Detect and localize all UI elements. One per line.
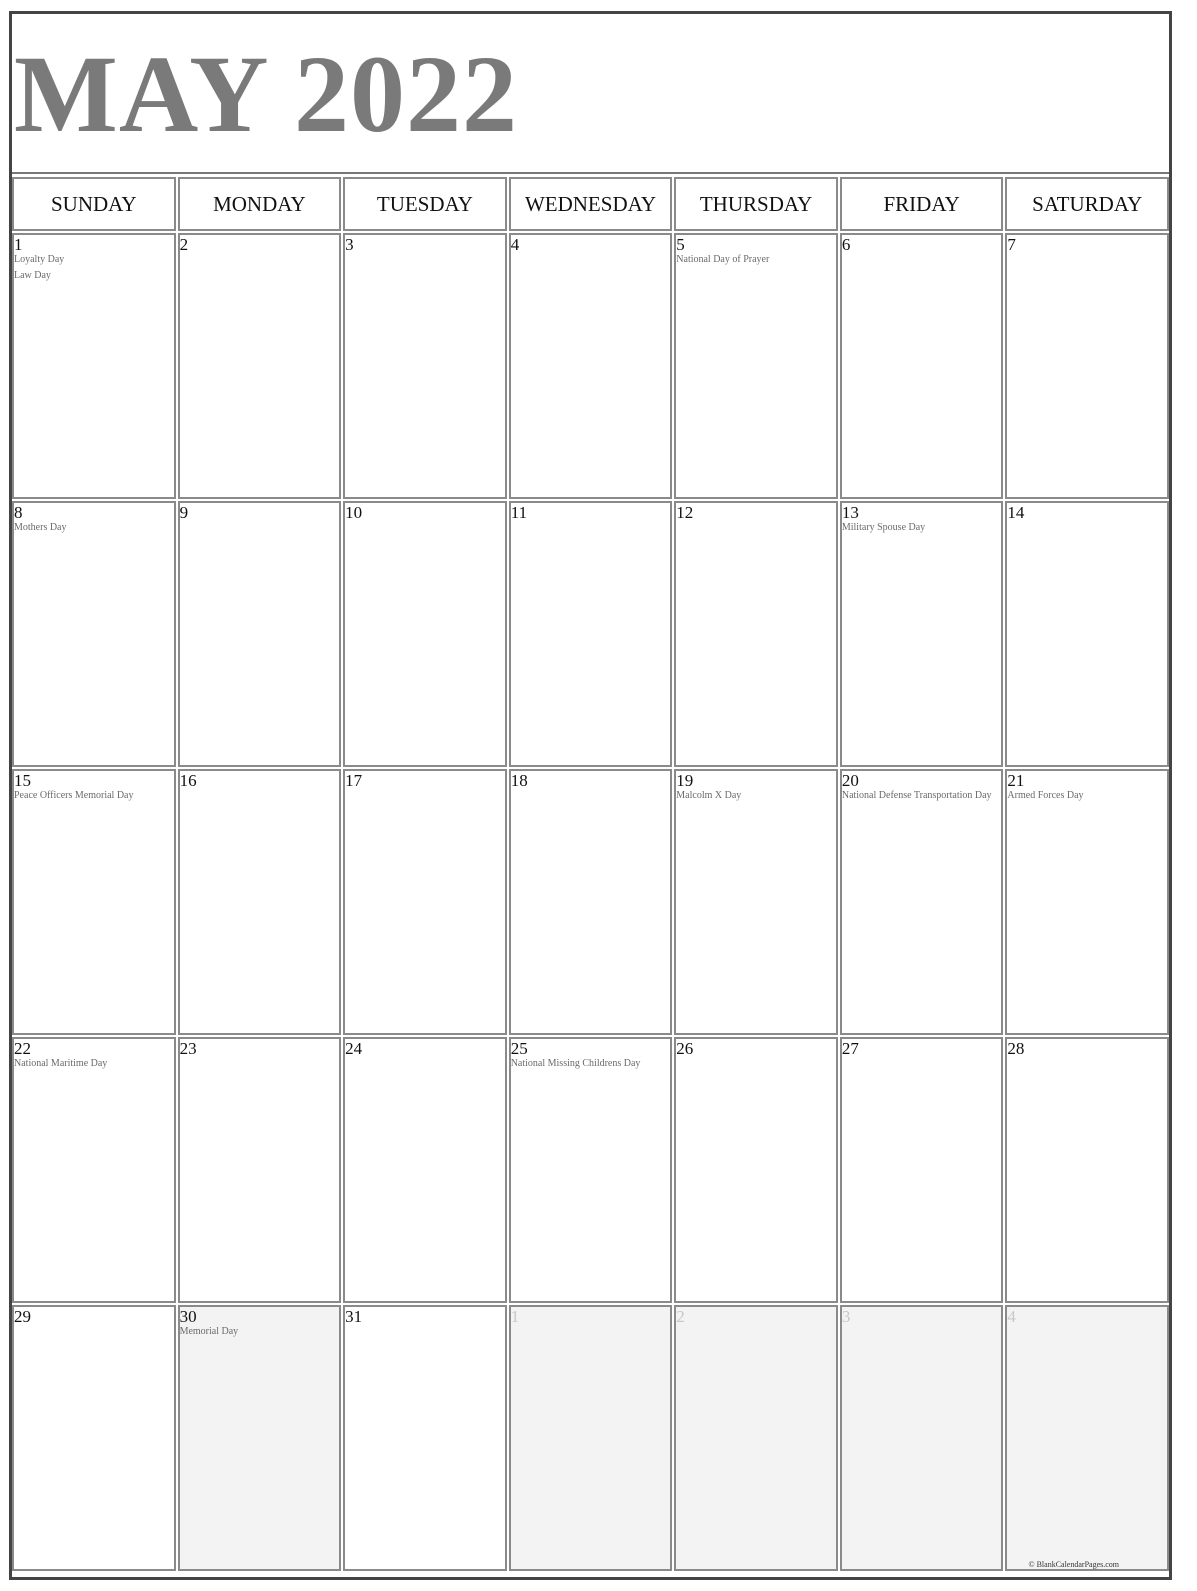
day-cell[interactable] <box>1005 1037 1169 1303</box>
day-cell[interactable] <box>509 1037 673 1303</box>
day-events <box>180 1327 338 1343</box>
day-cell[interactable] <box>509 501 673 767</box>
day-cell[interactable] <box>674 1037 838 1303</box>
day-number: 22 <box>14 1039 31 1058</box>
day-number: 11 <box>510 503 528 522</box>
day-events <box>676 255 834 271</box>
day-number: 28 <box>1007 1039 1025 1058</box>
day-cell[interactable] <box>840 233 1004 499</box>
day-cell[interactable] <box>12 1305 176 1571</box>
day-number: 3 <box>841 1307 851 1326</box>
day-number: 10 <box>345 503 363 522</box>
day-events <box>842 791 1000 807</box>
holiday-label: Loyalty Day <box>14 254 65 265</box>
day-events <box>842 523 1000 539</box>
day-number: 19 <box>676 771 694 790</box>
day-number: 20 <box>841 771 859 790</box>
day-events <box>676 791 834 807</box>
day-cell[interactable] <box>840 1037 1004 1303</box>
holiday-label: National Missing Childrens Day <box>510 1058 641 1069</box>
weekday-header-saturday: SATURDAY <box>1005 177 1169 231</box>
day-cell[interactable] <box>674 501 838 767</box>
day-number: 27 <box>841 1039 859 1058</box>
day-cell[interactable] <box>178 233 342 499</box>
day-number: 3 <box>345 235 354 254</box>
day-cell[interactable] <box>674 769 838 1035</box>
day-cell[interactable] <box>674 233 838 499</box>
outside-day-cell[interactable] <box>674 1305 838 1571</box>
holiday-label: Peace Officers Memorial Day <box>14 790 134 801</box>
calendar-page <box>9 11 1172 1580</box>
day-number: 26 <box>676 1039 694 1058</box>
outside-day-cell[interactable] <box>840 1305 1004 1571</box>
day-cell[interactable] <box>178 769 342 1035</box>
holiday-label: Memorial Day <box>179 1326 239 1337</box>
day-events <box>14 255 172 287</box>
holiday-label: Mothers Day <box>14 522 67 533</box>
day-number: 2 <box>179 235 189 254</box>
holiday-label: Military Spouse Day <box>841 522 926 533</box>
day-number: 9 <box>179 503 189 522</box>
weekday-header-monday: MONDAY <box>178 177 342 231</box>
day-cell[interactable] <box>343 1305 507 1571</box>
day-number: 5 <box>676 235 685 254</box>
day-number: 12 <box>676 503 694 522</box>
day-cell[interactable] <box>1005 769 1169 1035</box>
day-number: 2 <box>676 1307 685 1326</box>
day-cell[interactable] <box>840 769 1004 1035</box>
day-cell[interactable] <box>12 769 176 1035</box>
day-number: 17 <box>345 771 363 790</box>
day-cell[interactable] <box>12 1037 176 1303</box>
day-cell[interactable] <box>343 233 507 499</box>
holiday-label: National Day of Prayer <box>676 254 770 265</box>
day-cell[interactable] <box>12 233 176 499</box>
day-number: 4 <box>1007 1307 1016 1326</box>
holiday-label: Law Day <box>14 270 51 281</box>
weekday-header-tuesday: TUESDAY <box>343 177 507 231</box>
day-number: 24 <box>345 1039 363 1058</box>
weekday-header-row <box>12 177 1169 231</box>
weekday-header-friday: FRIDAY <box>840 177 1004 231</box>
day-number: 29 <box>14 1307 31 1326</box>
day-events <box>511 1059 669 1075</box>
day-events <box>1007 791 1165 807</box>
outside-day-cell[interactable] <box>1005 1305 1169 1571</box>
day-cell[interactable] <box>343 501 507 767</box>
day-cell[interactable] <box>343 769 507 1035</box>
day-number: 18 <box>510 771 528 790</box>
day-events <box>14 523 172 539</box>
day-number: 14 <box>1007 503 1025 522</box>
copyright-footer: © BlankCalendarPages.com <box>1028 1560 1119 1569</box>
day-cell[interactable] <box>1005 501 1169 767</box>
day-cell[interactable] <box>1005 233 1169 499</box>
weekday-header-wednesday: WEDNESDAY <box>509 177 673 231</box>
calendar-title: MAY 2022 <box>14 33 519 155</box>
day-number: 25 <box>510 1039 528 1058</box>
day-cell[interactable] <box>343 1037 507 1303</box>
holiday-label: Armed Forces Day <box>1007 790 1084 801</box>
day-number: 30 <box>179 1307 197 1326</box>
day-cell[interactable] <box>509 769 673 1035</box>
weekday-header-thursday: THURSDAY <box>674 177 838 231</box>
day-number: 1 <box>14 235 23 254</box>
day-events <box>14 1059 172 1075</box>
day-number: 31 <box>345 1307 363 1326</box>
calendar-grid <box>12 177 1169 1577</box>
day-number: 15 <box>14 771 31 790</box>
day-number: 6 <box>841 235 851 254</box>
day-cell[interactable] <box>178 501 342 767</box>
holiday-label: Malcolm X Day <box>676 790 742 801</box>
day-number: 23 <box>179 1039 197 1058</box>
holiday-label: National Maritime Day <box>14 1058 108 1069</box>
holiday-label: National Defense Transportation Day <box>841 790 992 801</box>
day-cell[interactable] <box>840 501 1004 767</box>
day-cell[interactable] <box>178 1037 342 1303</box>
day-cell[interactable] <box>178 1305 342 1571</box>
day-number: 16 <box>179 771 197 790</box>
calendar-weeks <box>12 233 1169 1571</box>
day-number: 8 <box>14 503 23 522</box>
outside-day-cell[interactable] <box>509 1305 673 1571</box>
day-number: 4 <box>510 235 520 254</box>
day-events <box>14 791 172 807</box>
day-number: 1 <box>510 1307 520 1326</box>
title-divider <box>12 172 1169 174</box>
weekday-header-sunday: SUNDAY <box>12 177 176 231</box>
day-cell[interactable] <box>509 233 673 499</box>
day-number: 13 <box>841 503 859 522</box>
day-number: 21 <box>1007 771 1025 790</box>
day-number: 7 <box>1007 235 1016 254</box>
day-cell[interactable] <box>12 501 176 767</box>
